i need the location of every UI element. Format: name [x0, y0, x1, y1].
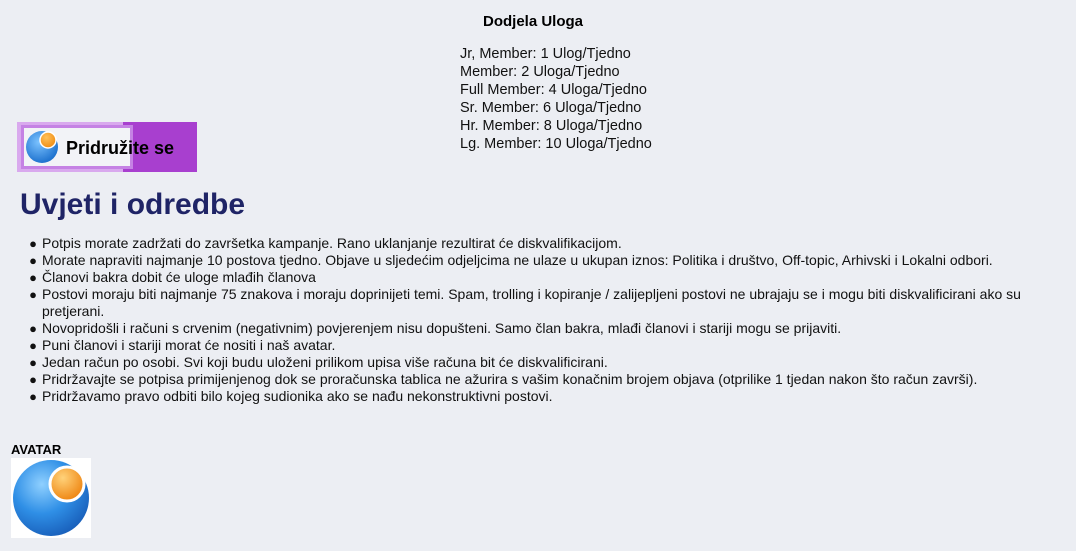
rule-item — [18, 388, 1058, 405]
bullet-icon: ● — [29, 236, 37, 251]
roles-list — [460, 45, 652, 153]
rule-item — [18, 320, 1058, 337]
rule-item — [18, 371, 1058, 388]
rule-text: Pridržavamo pravo odbiti bilo kojeg sudionika ako se nađu nekonstruktivni postovi. — [42, 388, 553, 404]
roles-title: Dodjela Uloga — [483, 13, 584, 30]
role-item: Full Member: 4 Uloga/Tjedno — [460, 82, 647, 98]
role-item: Jr, Member: 1 Ulog/Tjedno — [460, 46, 631, 62]
rule-text: Potpis morate zadržati do završetka kampanje. Rano uklanjanje rezultirat će diskvalifikacijom. — [42, 235, 622, 251]
rule-text: Članovi bakra dobit će uloge mlađih članova — [42, 269, 316, 285]
avatar-label: AVATAR — [11, 442, 62, 457]
role-item: Lg. Member: 10 Uloga/Tjedno — [460, 136, 652, 152]
rule-item — [18, 252, 1058, 269]
logo-globe-icon — [25, 130, 59, 164]
rule-text: Jedan račun po osobi. Svi koji budu uloženi prilikom upisa više računa bit će diskvalificirani. — [42, 354, 608, 370]
bullet-icon: ● — [29, 253, 37, 268]
rule-item — [18, 286, 1058, 320]
rule-item — [18, 269, 1058, 286]
rule-item — [18, 235, 1058, 252]
bullet-icon: ● — [29, 287, 37, 302]
bullet-icon: ● — [29, 338, 37, 353]
avatar-globe-icon — [11, 458, 91, 538]
rule-text: Morate napraviti najmanje 10 postova tjedno. Objave u sljedećim odjeljcima ne ulaze u ukupan iznos: Politika i društvo, Off-topic, Arhivski i Lokalni odbori. — [42, 252, 993, 268]
rules-list — [18, 235, 1058, 405]
rule-item — [18, 337, 1058, 354]
bullet-icon: ● — [29, 270, 37, 285]
rule-item — [18, 354, 1058, 371]
avatar-image — [11, 458, 91, 538]
bullet-icon: ● — [29, 389, 37, 404]
role-item: Hr. Member: 8 Uloga/Tjedno — [460, 118, 643, 134]
rule-text: Novopridošli i računi s crvenim (negativnim) povjerenjem nisu dopušteni. Samo član bakra, mlađi članovi i stariji mogu se prijaviti. — [42, 320, 842, 336]
bullet-icon: ● — [29, 372, 37, 387]
terms-title: Uvjeti i odredbe — [20, 188, 246, 221]
rule-text: Pridržavajte se potpisa primijenjenog dok se proračunska tablica ne ažurira s vašim konačnim brojem objava (otprilike 1 tjedan nakon što račun završi). — [42, 371, 978, 387]
rule-text: Puni članovi i stariji morat će nositi i naš avatar. — [42, 337, 336, 353]
join-button[interactable] — [17, 122, 197, 172]
role-item: Member: 2 Uloga/Tjedno — [460, 64, 620, 80]
bullet-icon: ● — [29, 355, 37, 370]
bullet-icon: ● — [29, 321, 37, 336]
role-item: Sr. Member: 6 Uloga/Tjedno — [460, 100, 642, 116]
rule-text: Postovi moraju biti najmanje 75 znakova i moraju doprinijeti temi. Spam, trolling i kopiranje / zalijepljeni postovi ne ubrajaju se i mogu biti diskvalificirani ako su pretjerani. — [42, 286, 1021, 319]
join-button-label: Pridružite se — [66, 138, 175, 158]
